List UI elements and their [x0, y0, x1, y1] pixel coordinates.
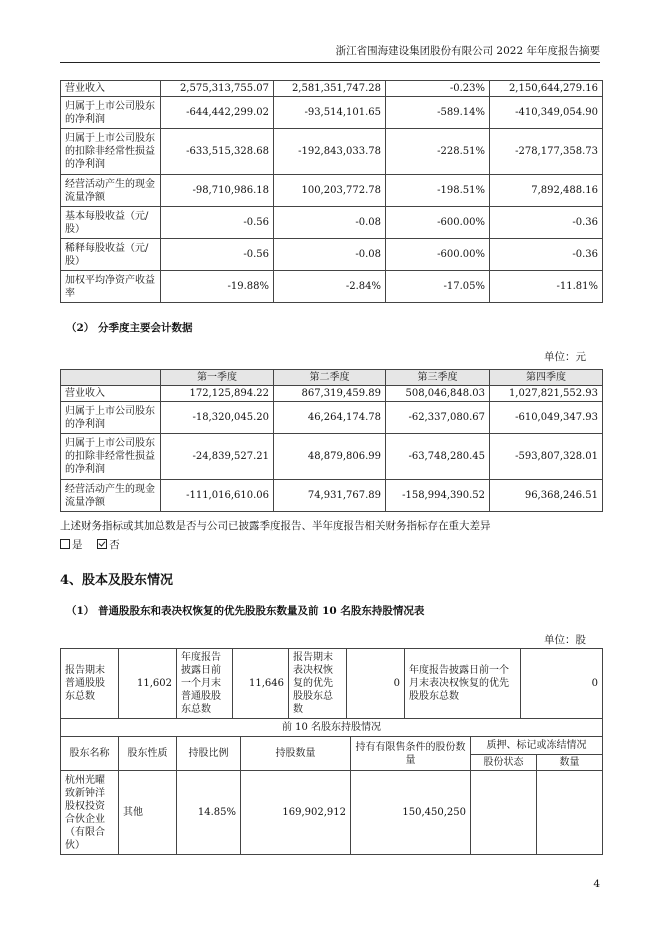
holder-qty: 169,902,912 [241, 771, 351, 855]
summary-value: 11,602 [119, 649, 177, 719]
checkbox-no-checked[interactable] [97, 539, 107, 549]
row-label: 加权平均净资产收益率 [61, 271, 161, 303]
table-cell: -589.14% [386, 97, 490, 129]
table-row [61, 81, 603, 97]
summary-row [61, 649, 603, 719]
column-header: 第二季度 [274, 370, 386, 386]
row-label: 归属于上市公司股东的扣除非经常性损益的净利润 [61, 434, 161, 480]
checkbox-yes[interactable] [60, 539, 70, 549]
section-4-unit-label: 单位：股 [544, 634, 586, 646]
table-cell: 867,319,459.89 [274, 386, 386, 402]
table-row [61, 175, 603, 207]
discrepancy-note: 上述财务指标或其加总数是否与公司已披露季度报告、半年度报告相关财务指标存在重大差异 [60, 520, 491, 532]
row-label: 基本每股收益（元/股） [61, 207, 161, 239]
table-cell: 7,892,488.16 [490, 175, 603, 207]
table-cell: -11.81% [490, 271, 603, 303]
column-header: 第三季度 [386, 370, 490, 386]
row-label: 经营活动产生的现金流量净额 [61, 480, 161, 512]
top10-shareholders-table [60, 718, 603, 855]
table-cell: -410,349,054.90 [490, 97, 603, 129]
row-label: 稀释每股收益（元/股） [61, 239, 161, 271]
table-cell: 96,368,246.51 [490, 480, 603, 512]
holder-nature: 其他 [119, 771, 177, 855]
holder-amount [537, 771, 603, 855]
table-cell: -98,710,986.18 [161, 175, 274, 207]
table-cell: -600.00% [386, 239, 490, 271]
table-cell: -2.84% [274, 271, 386, 303]
table-row [61, 129, 603, 175]
table-cell: 1,027,821,552.93 [490, 386, 603, 402]
table-cell: -600.00% [386, 207, 490, 239]
table-cell: -24,839,527.21 [161, 434, 274, 480]
table-cell: -62,337,080.67 [386, 402, 490, 434]
table-cell: -633,515,328.68 [161, 129, 274, 175]
option-no-label: 否 [109, 539, 120, 551]
table-cell: 48,879,806.99 [274, 434, 386, 480]
holder-restricted: 150,450,250 [351, 771, 471, 855]
table-cell: 2,575,313,755.07 [161, 81, 274, 97]
row-label: 营业收入 [61, 386, 161, 402]
table-cell: -192,843,033.78 [274, 129, 386, 175]
row-label: 归属于上市公司股东的净利润 [61, 402, 161, 434]
table-cell: -0.56 [161, 207, 274, 239]
column-header: 第一季度 [161, 370, 274, 386]
table-cell: 172,125,894.22 [161, 386, 274, 402]
table-cell: 46,264,174.78 [274, 402, 386, 434]
table-cell: -0.08 [274, 239, 386, 271]
column-header [61, 370, 161, 386]
row-label: 归属于上市公司股东的扣除非经常性损益的净利润 [61, 129, 161, 175]
table-cell: -593,807,328.01 [490, 434, 603, 480]
quarter-section-title: （2） 分季度主要会计数据 [66, 322, 193, 334]
report-title: 浙江省围海建设集团股份有限公司 2022 年年度报告摘要 [335, 45, 600, 57]
summary-label: 报告期末普通股股东总数 [61, 649, 119, 719]
table-cell: -228.51% [386, 129, 490, 175]
table-cell: -278,177,358.73 [490, 129, 603, 175]
table-cell: -18,320,045.20 [161, 402, 274, 434]
table-cell: -17.05% [386, 271, 490, 303]
quarter-unit-label: 单位：元 [544, 351, 586, 363]
table-row [61, 239, 603, 271]
table-header-row [61, 370, 603, 386]
table-caption-row [61, 719, 603, 737]
table-cell: -0.36 [490, 239, 603, 271]
column-header: 质押、标记或冻结情况 [471, 737, 603, 755]
table-row [61, 434, 603, 480]
row-label: 归属于上市公司股东的净利润 [61, 97, 161, 129]
table-cell: -0.56 [161, 239, 274, 271]
holder-status [471, 771, 537, 855]
table-cell: 2,581,351,747.28 [274, 81, 386, 97]
annual-data-table [60, 80, 603, 303]
summary-label: 年度报告披露日前一个月末普通股股东总数 [177, 649, 233, 719]
discrepancy-options [60, 537, 120, 552]
column-header: 持有有限售条件的股份数量 [351, 737, 471, 771]
table-cell: -0.23% [386, 81, 490, 97]
column-header: 持股数量 [241, 737, 351, 771]
top10-title: 前 10 名股东持股情况 [61, 719, 603, 737]
column-header: 股东性质 [119, 737, 177, 771]
column-header: 第四季度 [490, 370, 603, 386]
quarter-data-table [60, 369, 603, 512]
row-label: 经营活动产生的现金流量净额 [61, 175, 161, 207]
row-label: 营业收入 [61, 81, 161, 97]
table-cell: -19.88% [161, 271, 274, 303]
table-cell: 508,046,848.03 [386, 386, 490, 402]
table-cell: 100,203,772.78 [274, 175, 386, 207]
table-cell: 74,931,767.89 [274, 480, 386, 512]
column-header: 数量 [537, 755, 603, 771]
column-header: 股份状态 [471, 755, 537, 771]
table-cell: -63,748,280.45 [386, 434, 490, 480]
table-cell: -610,049,347.93 [490, 402, 603, 434]
column-header: 股东名称 [61, 737, 119, 771]
table-cell: -0.36 [490, 207, 603, 239]
section-4-title: 4、股本及股东情况 [60, 573, 174, 588]
table-cell: -111,016,610.06 [161, 480, 274, 512]
table-row [61, 386, 603, 402]
shareholder-summary-table [60, 648, 603, 719]
table-row [61, 402, 603, 434]
table-cell: -198.51% [386, 175, 490, 207]
table-cell: -0.08 [274, 207, 386, 239]
summary-label: 报告期末表决权恢复的优先股股东总数 [289, 649, 347, 719]
table-row [61, 771, 603, 855]
page-header [60, 44, 600, 63]
summary-value: 11,646 [233, 649, 289, 719]
table-row [61, 97, 603, 129]
table-cell: -93,514,101.65 [274, 97, 386, 129]
table-cell: -158,994,390.52 [386, 480, 490, 512]
table-cell: -644,442,299.02 [161, 97, 274, 129]
column-header: 持股比例 [177, 737, 241, 771]
table-row [61, 207, 603, 239]
summary-label: 年度报告披露日前一个月末表决权恢复的优先股股东总数 [405, 649, 521, 719]
holder-name: 杭州光曜致新钟洋股权投资合伙企业（有限合伙） [61, 771, 119, 855]
summary-value: 0 [521, 649, 603, 719]
table-row [61, 271, 603, 303]
table-header-row [61, 737, 603, 755]
section-4-1-title: （1） 普通股股东和表决权恢复的优先股股东数量及前 10 名股东持股情况表 [66, 605, 425, 617]
table-row [61, 480, 603, 512]
option-yes-label: 是 [72, 539, 83, 551]
summary-value: 0 [347, 649, 405, 719]
holder-ratio: 14.85% [177, 771, 241, 855]
table-cell: 2,150,644,279.16 [490, 81, 603, 97]
page-number: 4 [593, 878, 600, 890]
